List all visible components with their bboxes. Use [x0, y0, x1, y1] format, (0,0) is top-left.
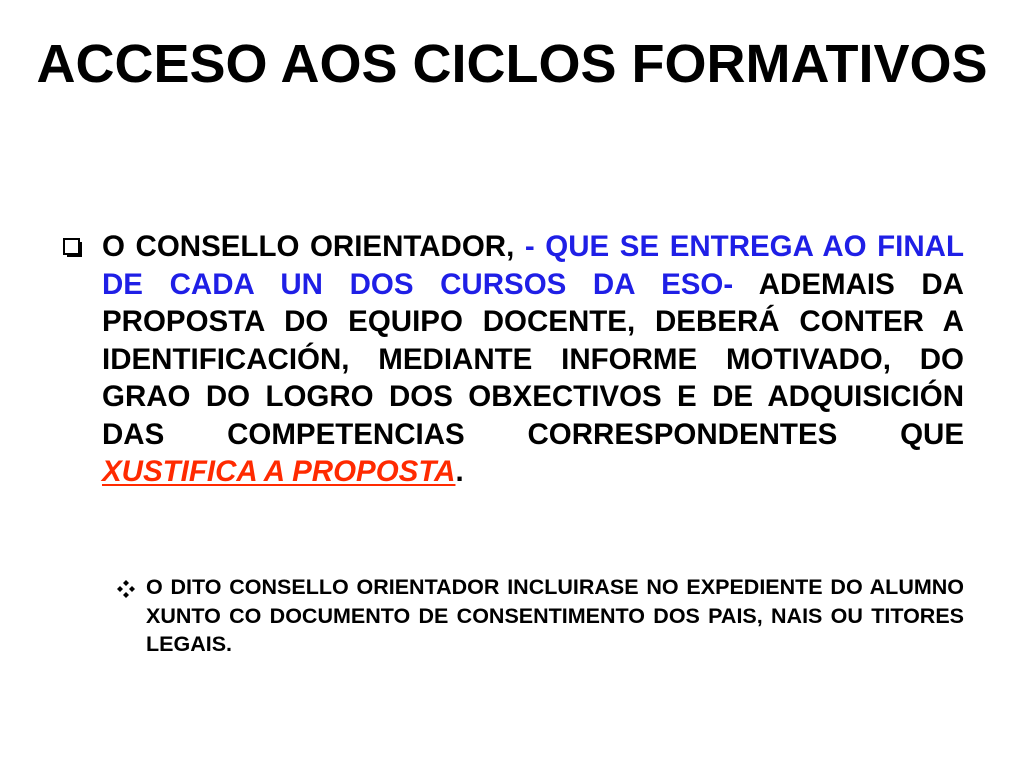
main-text-middle: ADEMAIS DA PROPOSTA DO EQUIPO DOCENTE, DEBERÁ CONTER A IDENTIFICACIÓN, MEDIANTE INFORME MOTIVADO, DO GRAO DO LOGRO DOS OBXECTIVOS E DE ADQUISICIÓN DAS COMPETENCIAS CORRESPONDENTES QUE: [102, 267, 964, 451]
main-bullet-point: [62, 228, 964, 491]
sub-point-text: O DITO CONSELLO ORIENTADOR INCLUIRASE NO EXPEDIENTE DO ALUMNO XUNTO CO DOCUMENTO DE CONSENTIMENTO DOS PAIS, NAIS OU TITORES LEGAIS.: [146, 575, 964, 656]
main-text-start: O CONSELLO ORIENTADOR,: [102, 230, 525, 263]
main-text-red-highlight: XUSTIFICA A PROPOSTA: [102, 455, 456, 488]
main-text-end: .: [455, 455, 464, 488]
slide-title: ACCESO AOS CICLOS FORMATIVOS: [36, 34, 988, 94]
sub-bullet-point: [116, 573, 964, 659]
main-text-blue-highlight: - QUE SE ENTREGA AO FINAL DE CADA UN DOS CURSOS DA ESO-: [102, 230, 964, 301]
main-point-text: [102, 228, 964, 491]
hollow-square-bullet-icon: [62, 237, 84, 259]
diamond-cluster-bullet-icon: [116, 579, 136, 599]
